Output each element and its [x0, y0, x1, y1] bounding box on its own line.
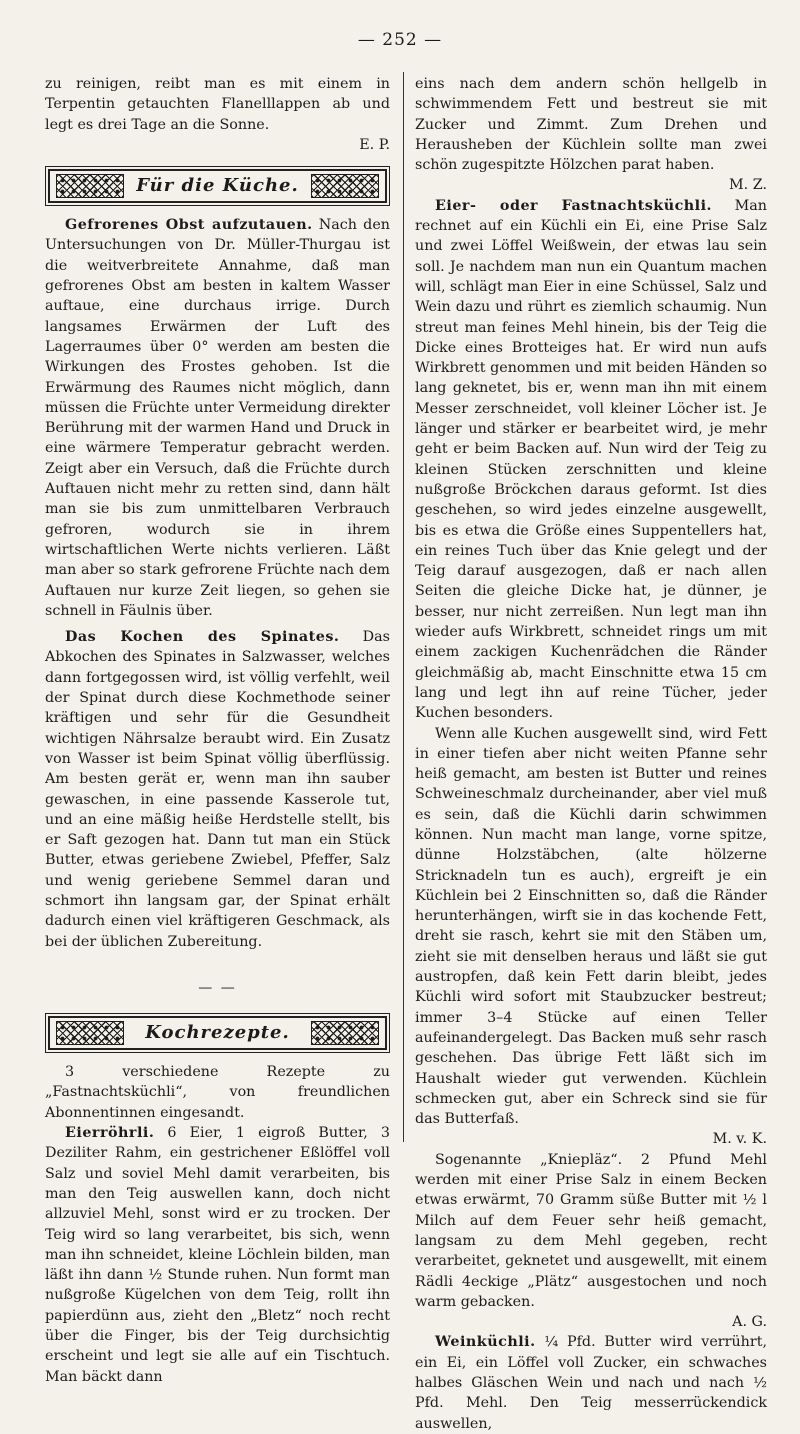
article-kniepläz: Sogenannte „Kniepläz“. 2 Pfund Mehl werden mit einer Prise Salz in einem Becken etwas erwärmt, 70 Gramm süße Butter mit ½ l Milch auf dem Feuer sehr heiß gemacht, langsam zu dem Mehl gegeben, recht verarbeitet, geknetet und ausgewellt, mit einem Rädli 4eckige „Plätz“ ausgestochen und noch warm gebacken. — [415, 1151, 767, 1310]
article-weinkuechli — [415, 1332, 767, 1433]
article-body: Das Abkochen des Spinates in Salzwasser, welches dann fortgegossen wird, ist völlig verfehlt, weil der Spinat durch diese Kochmethode seiner kräftigen und sehr für die Gesundheit wichtigen Nährsalze beraubt wird. Ein Zusatz von Wasser ist beim Spinat völlig überflüssig. Am besten gerät er, wenn man ihn sauber gewaschen, in eine passende Kasserole tut, und an eine mäßig heiße Herdstelle stellt, bis er Saft gezogen hat. Dann tut man ein Stück Butter, etwas geriebene Zwiebel, Pfeffer, Salz und wenig geriebene Semmel daran und schmort ihn langsam gar, der Spinat erhält dadurch einen viel kräftigeren Geschmack, als bei der üblichen Zubereitung. — [45, 629, 390, 950]
article-fastnachtskuechli-cont: Wenn alle Kuchen ausgewellt sind, wird Fett in einer tiefen aber nicht weiten Pfanne sehr heiß gemacht, am besten ist Butter und reines Schweineschmalz durcheinander, aber viel muß es sein, daß die Küchli darin schwimmen können. Nun macht man lange, vorne spitze, dünne Holzstäbchen, (alte hölzerne Stricknadeln tun es auch), ergreift je ein Küchlein bei 2 Einschnitten so, daß die Ränder herunterhängen, wirft sie in das kochende Fett, dreht sie rasch, kehrt sie mit den Stäben um, zieht sie mit denselben heraus und läßt sie gut austropfen, daß kein Fett darin bleibt, jedes Küchli wird sofort mit Staubzucker bestreut; immer 3–4 Stücke auf einen Teller aufeinandergelegt. Das Backen muß sehr rasch geschehen. Das übrige Fett läßt sich im Haushalt wieder gut verwenden. Küchlein schmecken gut, aber ein Schreck sind sie für das Butterfaß. — [415, 725, 767, 1128]
article-spinat — [45, 627, 390, 952]
article-lead: Gefrorenes Obst aufzutauen. — [65, 217, 313, 234]
intro-paragraph: zu reinigen, reibt man es mit einem in Terpentin getauchten Flanelllappen ab und legt es drei Tage an die Sonne. — [45, 76, 390, 133]
ornament-left-icon — [56, 1021, 124, 1045]
fastnacht-signature: M. v. K. — [712, 1131, 767, 1148]
left-column — [45, 74, 390, 1387]
right-column — [415, 74, 767, 1434]
continued-signature: M. Z. — [729, 177, 767, 194]
ornament-right-icon — [311, 1021, 379, 1045]
article-eierroehrli — [45, 1123, 390, 1387]
article-fastnachtskuechli — [415, 196, 767, 724]
section-title: Kochrezepte. — [145, 1022, 290, 1044]
intro-signature: E. P. — [359, 136, 390, 153]
article-body: Nach den Untersuchungen von Dr. Müller-Thurgau ist die weitverbreitete Annahme, daß man gefrorenes Obst am besten in kaltem Wasser auftaue, eine durchaus irrige. Durch langsames Erwärmen der Luft des Lagerraumes über 0° werden am besten die Wirkungen des Frostes gehoben. Ist die Erwärmung des Raumes nicht möglich, dann müssen die Früchte unter Vermeidung direkter Berührung mit der warmen Hand und Druck in eine wärmere Temperatur gebracht werden. Zeigt aber ein Versuch, daß die Früchte durch Auftauen nicht mehr zu retten sind, dann hält man sie bis zum unmittelbaren Verbrauch gefroren, wodurch sie in ihrem wirtschaftlichen Werte nichts verlieren. Läßt man aber so stark gefrorene Früchte nach dem Auftauen nur kurze Zeit liegen, so gehen sie schnell in Fäulnis über. — [45, 217, 390, 619]
article-body: 6 Eier, 1 eigroß Butter, 3 Deziliter Rahm, ein gestrichener Eßlöffel voll Salz und soviel Mehl damit verarbeiten, bis man den Teig auswellen kann, doch nicht allzuviel Mehl, sonst wird er zu trocken. Der Teig wird so lang verarbeitet, bis sich, wenn man ihn schneidet, kleine Löchlein bilden, man läßt ihn dann ½ Stunde ruhen. Nun formt man nußgroße Kügelchen von dem Teig, rollt ihn papierdünn aus, zieht den „Bletz“ noch recht über die Finger, bis der Teig durchsichtig erscheint und legt sie alle auf ein Tischtuch. Man bäckt dann — [45, 1125, 390, 1385]
rezepte-intro: 3 verschiedene Rezepte zu „Fastnachtsküchli“, von freundlichen Abonnentinnen eingesandt. — [45, 1064, 390, 1121]
article-lead: Das Kochen des Spinates. — [65, 629, 340, 646]
ornament-left-icon — [56, 174, 124, 198]
article-body: Man rechnet auf ein Küchli ein Ei, eine Prise Salz und zwei Löffel Weißwein, der etwas lau sein soll. Je nachdem man nun ein Quantum machen will, schlägt man Eier in eine Schüssel, Salz und Wein dazu und rührt es ziemlich schaumig. Nun streut man feines Mehl hinein, bis der Teig die Dicke eines Brotteiges hat. Er wird nun aufs Wirkbrett genommen und mit beiden Händen so lang geknetet, bis er, wenn man ihn mit einem Messer zerschneidet, voll kleiner Löcher ist. Je länger und stärker er bearbeitet wird, je mehr geht er beim Backen auf. Nun wird der Teig zu kleinen Stücken zerschnitten und kleine nußgroße Bröckchen daraus geformt. Ist dies geschehen, so wird jedes einzelne ausgewellt, bis es etwa die Größe eines Suppentellers hat, ein reines Tuch über das Knie gelegt und der Teig darauf ausgezogen, daß er nach allen Seiten die gleiche Dicke hat, je dünner, je besser, nur nicht zerreißen. Nun legt man ihn wieder aufs Wirkbrett, schneidet rings um mit einem zackigen Kuchenrädchen die Ränder gleichmäßig ab, macht Einschnitte etwa 15 cm lang und legt ihn auf reine Tücher, jeder Kuchen besonders. — [415, 197, 767, 722]
continued-paragraph: eins nach dem andern schön hellgelb in schwimmendem Fett und bestreut sie mit Zucker und Zimmt. Zum Drehen und Herausheben der Küchlein sollte man zwei schön zugespitzte Hölzchen parat haben. — [415, 76, 767, 174]
article-obst — [45, 215, 390, 621]
article-lead: Eierröhrli. — [65, 1125, 155, 1142]
kniepläz-signature: A. G. — [732, 1314, 767, 1331]
section-heading-kueche — [48, 169, 387, 203]
section-heading-kochrezepte — [48, 1016, 387, 1050]
page-number: — 252 — — [357, 30, 443, 50]
section-divider: — — — [198, 979, 237, 996]
article-body: ¼ Pfd. Butter wird verrührt, ein Ei, ein Löffel voll Zucker, ein schwaches halbes Gläschen Wein und nach und nach ½ Pfd. Mehl. Den Teig messerrückendick auswellen, — [415, 1334, 768, 1432]
column-divider — [403, 72, 404, 1142]
article-lead: Eier- oder Fastnachtsküchli. — [435, 197, 713, 214]
article-lead: Weinküchli. — [435, 1334, 536, 1351]
ornament-right-icon — [311, 174, 379, 198]
section-title: Für die Küche. — [136, 175, 299, 197]
